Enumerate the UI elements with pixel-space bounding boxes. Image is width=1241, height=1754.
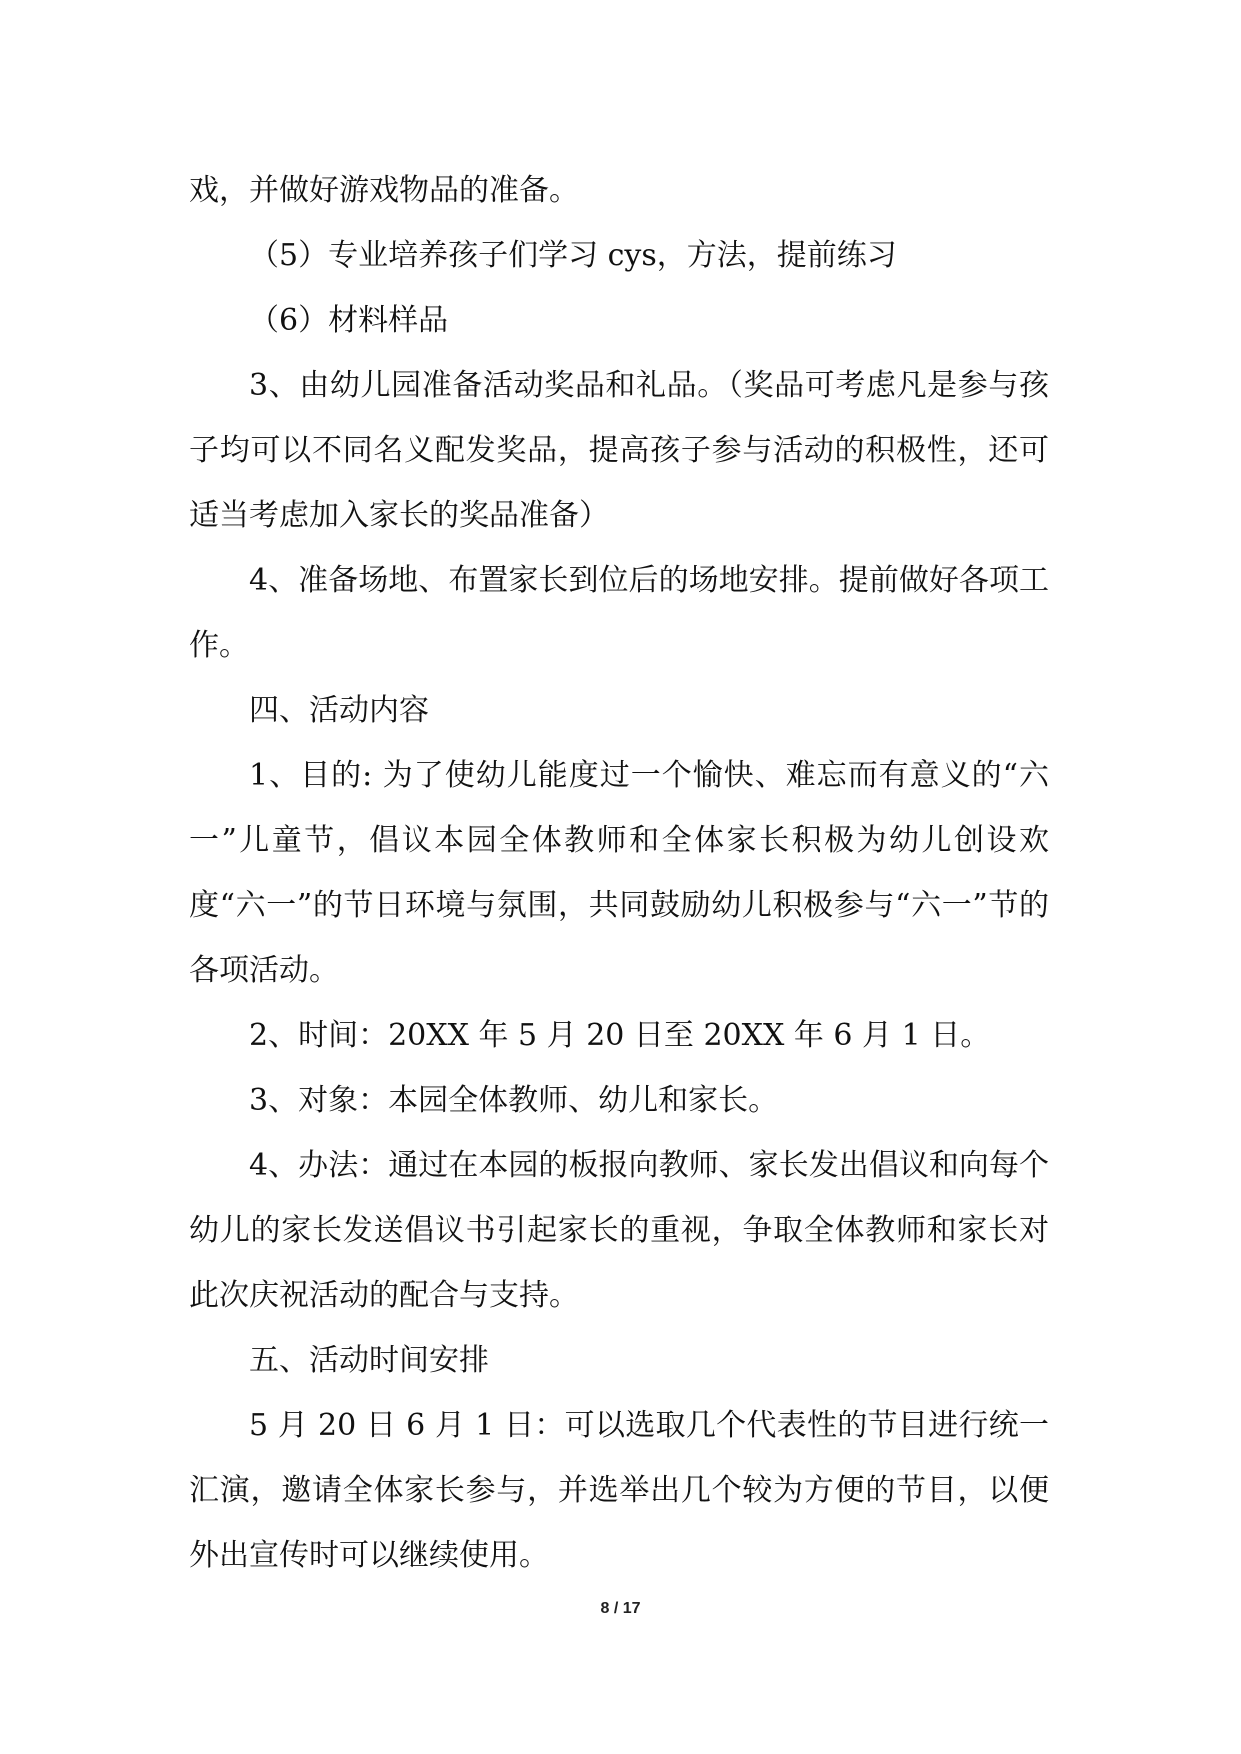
paragraph-venue-preparation: 4、准备场地、布置家长到位后的场地安排。提前做好各项工作。 xyxy=(189,563,1049,663)
paragraph-schedule-detail: 5 月 20 日 6 月 1 日：可以选取几个代表性的节目进行统一汇演，邀请全体家长参与，并选举出几个较为方便的节目，以便外出宣传时可以继续使用。 xyxy=(189,1408,1049,1573)
section-heading-activity-content: 四、活动内容 xyxy=(249,693,429,728)
paragraph-time: 2、时间：20XX 年 5 月 20 日至 20XX 年 6 月 1 日。 xyxy=(249,1018,991,1053)
paragraph-purpose: 1、目的: 为了使幼儿能度过一个愉快、难忘而有意义的“六一”儿童节，倡议本园全体教师和全体家长积极为幼儿创设欢度“六一”的节日环境与氛围，共同鼓励幼儿积极参与“六一”节的各项活动。 xyxy=(189,758,1049,988)
document-body xyxy=(189,158,1049,1588)
paragraph-audience: 3、对象：本园全体教师、幼儿和家长。 xyxy=(249,1083,779,1118)
paragraph-item-5: （5）专业培养孩子们学习 cys，方法，提前练习 xyxy=(249,238,897,273)
paragraph-continuation: 戏，并做好游戏物品的准备。 xyxy=(189,173,579,208)
section-heading-schedule: 五、活动时间安排 xyxy=(249,1343,489,1378)
paragraph-item-6: （6）材料样品 xyxy=(249,303,449,338)
paragraph-method: 4、办法：通过在本园的板报向教师、家长发出倡议和向每个幼儿的家长发送倡议书引起家长的重视，争取全体教师和家长对此次庆祝活动的配合与支持。 xyxy=(189,1148,1049,1313)
paragraph-prize-preparation: 3、由幼儿园准备活动奖品和礼品。（奖品可考虑凡是参与孩子均可以不同名义配发奖品，提高孩子参与活动的积极性，还可适当考虑加入家长的奖品准备） xyxy=(189,368,1049,533)
page-number: 8 / 17 xyxy=(600,1600,641,1617)
